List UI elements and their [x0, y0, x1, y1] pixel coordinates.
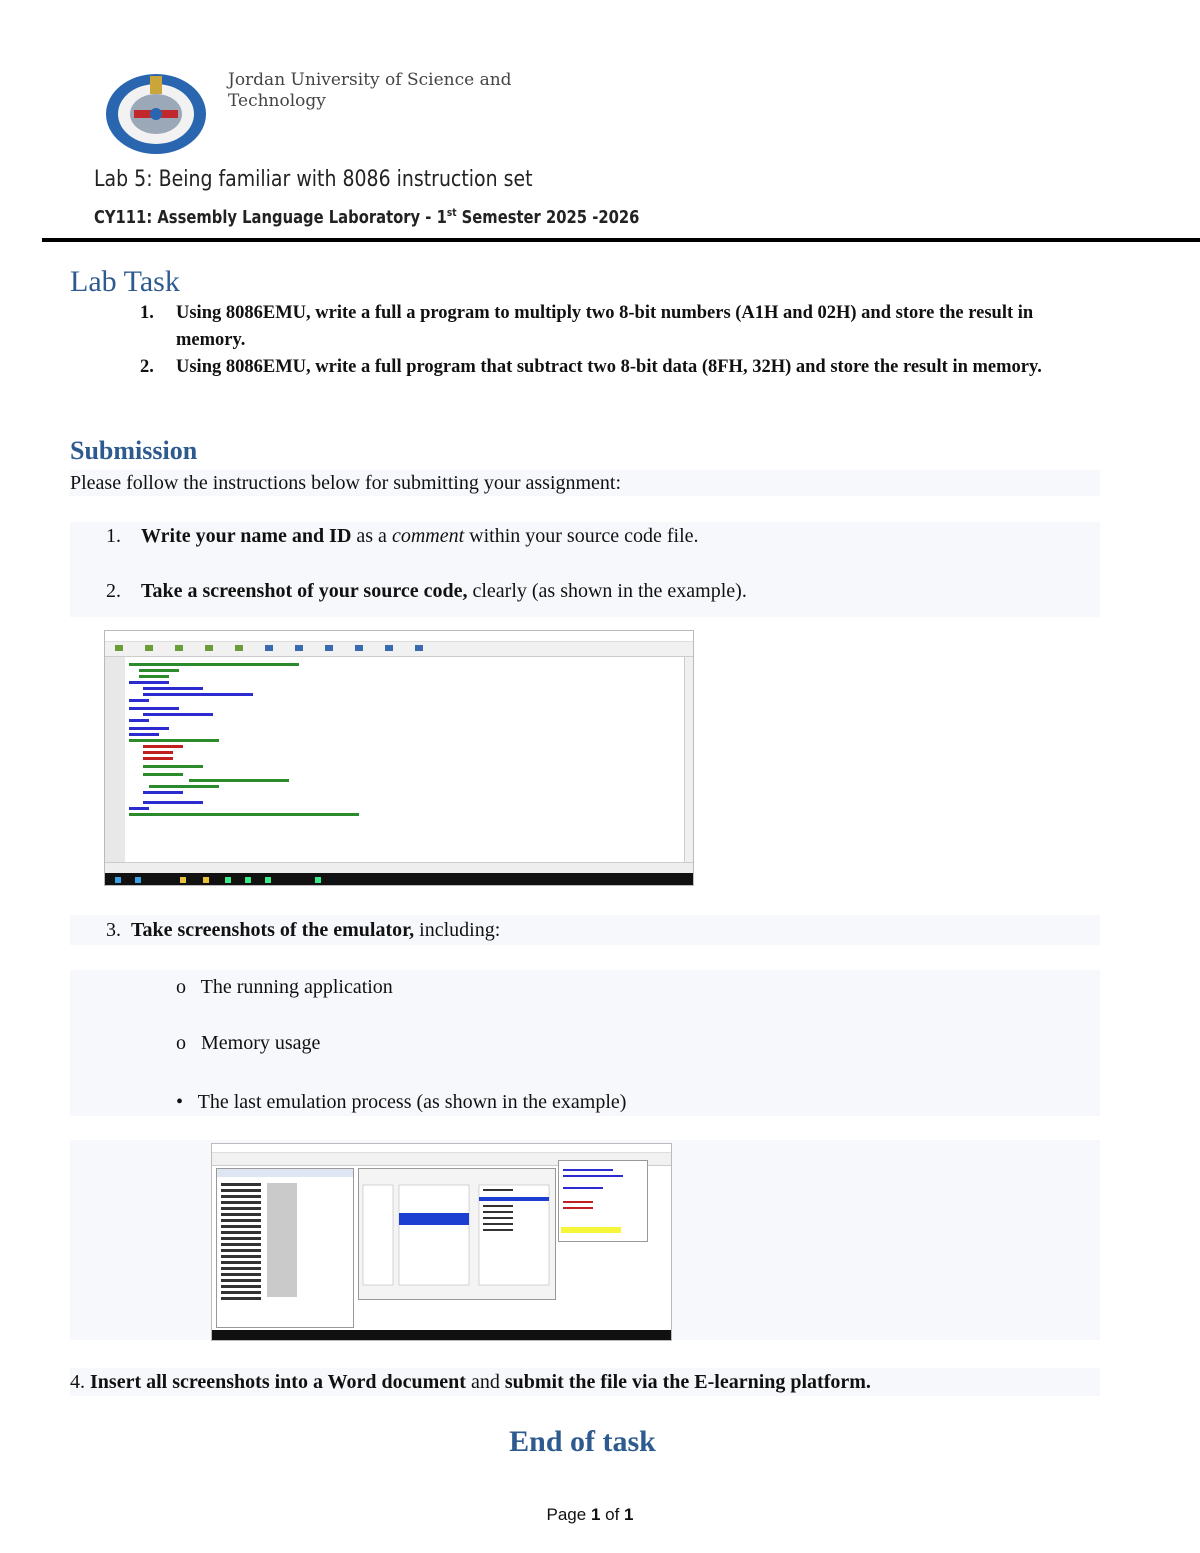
bullet-text: Memory usage — [201, 1032, 321, 1054]
university-name-line2: Technology — [228, 91, 326, 111]
step-text: and — [465, 1371, 505, 1393]
header-divider — [42, 238, 1200, 242]
lab-title: Lab 5: Being familiar with 8086 instruction set — [94, 167, 533, 192]
lab-task-item-number: 2. — [140, 357, 154, 377]
submission-intro: Please follow the instructions below for submitting your assignment: — [70, 470, 1100, 496]
page-footer — [0, 1505, 1180, 1525]
taskbar — [105, 873, 693, 885]
step-bold-text: Write your name and ID — [141, 525, 352, 547]
step-bold-text: Take screenshots of the emulator, — [131, 919, 415, 941]
window-titlebar — [105, 631, 693, 642]
source-code-screenshot — [104, 630, 694, 886]
step-italic-text: comment — [391, 525, 465, 547]
step-number: 4. — [70, 1371, 85, 1393]
course-suffix: Semester 2025 -2026 — [456, 207, 640, 228]
submission-heading: Submission — [70, 436, 198, 465]
step-4 — [70, 1368, 871, 1396]
university-logo — [104, 70, 208, 154]
taskbar — [212, 1330, 671, 1340]
bullet-item — [176, 973, 393, 1001]
lab-task-list — [140, 300, 1090, 381]
line-number-gutter — [105, 657, 125, 863]
lab-task-item — [140, 354, 1090, 381]
university-name-line1: Jordan University of Science and — [228, 70, 512, 90]
step-text: as a — [351, 525, 392, 547]
step-number: 2. — [106, 580, 121, 602]
step-1 — [106, 522, 699, 550]
page-total: 1 — [624, 1505, 634, 1524]
step-text: clearly (as shown in the example). — [467, 580, 747, 602]
code-lines — [129, 661, 429, 811]
step-bold-text: Take a screenshot of your source code, — [141, 580, 468, 602]
step-number: 3. — [106, 919, 121, 941]
bullet-marker: o — [176, 1032, 186, 1054]
step-3 — [106, 916, 500, 944]
lab-task-item-text: Using 8086EMU, write a full a program to multiply two 8-bit numbers (A1H and 02H) and store the result in memory. — [176, 303, 1034, 350]
status-bar — [105, 862, 693, 873]
step-bold-text: Insert all screenshots into a Word document — [90, 1371, 466, 1393]
university-name — [228, 70, 528, 112]
lab-task-item-number: 1. — [140, 303, 154, 323]
lab-task-heading: Lab Task — [70, 265, 180, 298]
footer-text: of — [600, 1505, 625, 1524]
lab-task-item-text: Using 8086EMU, write a full program that subtract two 8-bit data (8FH, 32H) and store the result in memory. — [176, 357, 1042, 377]
footer-text: Page — [546, 1505, 591, 1524]
scrollbar — [684, 657, 693, 863]
step-text: including: — [414, 919, 501, 941]
bullet-text: The running application — [200, 976, 393, 998]
bullet-item — [176, 1088, 626, 1116]
course-sup: st — [446, 206, 457, 219]
step-bold-text: submit the file via the E-learning platform. — [504, 1371, 871, 1393]
page-current: 1 — [590, 1505, 601, 1524]
emulator-window — [358, 1168, 556, 1300]
step-text: within your source code file. — [464, 525, 699, 547]
step-number: 1. — [106, 525, 121, 547]
course-prefix: CY111: Assembly Language Laboratory - 1 — [94, 207, 447, 228]
window-titlebar — [212, 1144, 671, 1153]
bullet-item — [176, 1029, 320, 1057]
end-of-task-heading: End of task — [509, 1425, 656, 1458]
source-window — [558, 1160, 648, 1242]
editor-toolbar — [105, 642, 693, 657]
memory-window — [216, 1168, 354, 1328]
emulator-screenshot — [211, 1143, 672, 1341]
course-title — [94, 206, 639, 228]
bullet-marker: • — [176, 1091, 184, 1113]
lab-task-item — [140, 300, 1090, 354]
bullet-marker: o — [176, 976, 186, 998]
bullet-text: The last emulation process (as shown in the example) — [197, 1091, 627, 1113]
step-2 — [106, 577, 747, 605]
